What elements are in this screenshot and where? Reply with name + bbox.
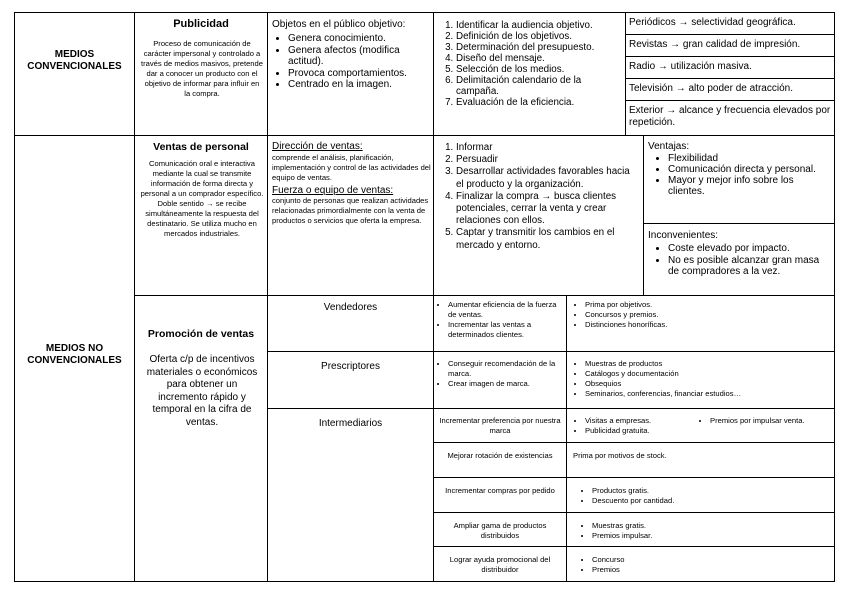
vendedores-label: Vendedores xyxy=(267,295,434,352)
list-item: • Genera afectos (modifica actitud). xyxy=(288,45,429,68)
direccion-ventas-title: Dirección de ventas: xyxy=(272,141,363,152)
intermediarios-objetivo-1: Incrementar preferencia por nuestra marca xyxy=(433,408,567,443)
list-item: • Aumentar eficiencia de la fuerza de ventas. xyxy=(448,300,562,320)
vendedores-objetivos-cell xyxy=(433,295,567,352)
vendedores-tecnicas-cell xyxy=(566,295,835,352)
list-item: 7. Evaluación de la eficiencia. xyxy=(456,97,620,108)
pasos-publicidad-cell xyxy=(433,12,626,136)
publicidad-description: Proceso de comunicación de carácter impersonal y controlado a través de medios masivos, pretende dar a conocer un producto con el objetivo de informar para influir en la compra. xyxy=(141,39,263,98)
promocion-ventas-cell xyxy=(134,295,268,582)
list-item: • No es posible alcanzar gran masa de compradores a la vez. xyxy=(668,255,832,278)
pasos-publicidad-list xyxy=(442,20,620,108)
list-item: • Comunicación directa y personal. xyxy=(668,164,826,175)
intermediarios-objetivo-4: Ampliar gama de productos distribuidos xyxy=(433,512,567,547)
pasos-ventas-list xyxy=(442,142,638,252)
ventajas-title: Ventajas: xyxy=(648,141,690,152)
ventas-personal-title: Ventas de personal xyxy=(153,141,249,153)
list-item: • Prima por objetivos. xyxy=(585,300,825,310)
list-item: • Flexibilidad xyxy=(668,153,826,164)
promocion-ventas-description: Oferta c/p de incentivos materiales o económicos para obtener un incremento rápido y temporal en la cifra de ventas. xyxy=(146,354,258,428)
intermediarios-tecnicas-4 xyxy=(566,512,835,547)
list-item: 2. Definición de los objetivos. xyxy=(456,31,620,42)
ventas-personal-description: Comunicación oral e interactiva mediante la cual se transmite información de forma directa y personal a un comprador específico. Doble sentido → se recibe simultáneamente la respuesta del destinatario. Se utiliza mucho en mercados industriales. xyxy=(140,159,264,238)
objetivos-list xyxy=(274,33,429,91)
fuerza-ventas-title: Fuerza o equipo de ventas: xyxy=(272,184,394,196)
intermediarios-tecnicas-3-list xyxy=(582,486,822,506)
vendedores-objetivos-list xyxy=(438,300,562,340)
list-item: 6. Delimitación calendario de la campaña. xyxy=(456,75,620,97)
list-item: • Crear imagen de marca. xyxy=(448,379,562,389)
pasos-ventas-cell xyxy=(433,135,644,296)
publicidad-cell xyxy=(134,12,268,136)
list-item: 4. Diseño del mensaje. xyxy=(456,53,620,64)
intermediarios-tecnicas-4-list xyxy=(582,521,822,541)
list-item: • Premios xyxy=(592,565,822,575)
intermediarios-label: Intermediarios xyxy=(267,408,434,582)
list-item: 3. Desarrollar actividades favorables hacia el producto y la organización. xyxy=(456,166,638,190)
medios-no-convencionales-label-cell xyxy=(14,135,135,582)
objetivos-cell xyxy=(267,12,434,136)
list-item: • Seminarios, conferencias, financiar estudios… xyxy=(585,389,830,399)
list-item: • Muestras de productos xyxy=(585,359,830,369)
fuerza-ventas-text: conjunto de personas que realizan actividades relacionadas primordialmente con la venta de productos o servicios que oferta la empresa. xyxy=(272,196,429,225)
direccion-ventas-cell xyxy=(267,135,434,296)
list-item: • Centrado en la imagen. xyxy=(288,79,429,91)
list-item: • Muestras gratis. xyxy=(592,521,822,531)
list-item: • Mayor y mejor info sobre los clientes. xyxy=(668,175,826,197)
prescriptores-objetivos-list xyxy=(438,359,562,389)
intermediarios-objetivo-5: Lograr ayuda promocional del distribuidor xyxy=(433,546,567,582)
list-item: 3. Determinación del presupuesto. xyxy=(456,42,620,53)
ventas-personal-cell xyxy=(134,135,268,296)
inconvenientes-cell xyxy=(643,223,835,296)
list-item: • Distinciones honoríficas. xyxy=(585,320,825,330)
list-item: 5. Captar y transmitir los cambios en el mercado y entorno. xyxy=(456,227,638,251)
medio-radio: Radio → utilización masiva. xyxy=(625,56,835,79)
list-item: 2. Persuadir xyxy=(456,154,638,166)
list-item: 4. Finalizar la compra → busca clientes potenciales, cerrar la venta y crear relaciones con ellos. xyxy=(456,191,638,228)
list-item: • Genera conocimiento. xyxy=(288,33,429,45)
medios-no-convencionales-label: MEDIOS NO CONVENCIONALES xyxy=(27,343,122,366)
list-item: 5. Selección de los medios. xyxy=(456,64,620,75)
list-item: • Productos gratis. xyxy=(592,486,822,496)
list-item: • Visitas a empresas. xyxy=(585,416,687,426)
ventajas-list xyxy=(654,153,826,197)
list-item: • Publicidad gratuita. xyxy=(585,426,687,436)
intermediarios-tecnicas-2: Prima por motivos de stock. xyxy=(566,442,835,478)
list-item: • Concursos y premios. xyxy=(585,310,825,320)
intermediarios-tecnicas-5-list xyxy=(582,555,822,575)
intermediarios-tecnicas-1a-list xyxy=(575,416,687,436)
prescriptores-tecnicas-cell xyxy=(566,351,835,409)
intermediarios-objetivo-2: Mejorar rotación de existencias xyxy=(433,442,567,478)
medio-revistas: Revistas → gran calidad de impresión. xyxy=(625,34,835,57)
objetivos-title: Objetos en el público objetivo: xyxy=(272,19,406,30)
list-item: • Provoca comportamientos. xyxy=(288,68,429,80)
medio-television: Televisión → alto poder de atracción. xyxy=(625,78,835,101)
medio-exterior: Exterior → alcance y frecuencia elevados por repetición. xyxy=(625,100,835,136)
ventajas-cell xyxy=(643,135,835,224)
intermediarios-tecnicas-5 xyxy=(566,546,835,582)
intermediarios-objetivo-3: Incrementar compras por pedido xyxy=(433,477,567,513)
list-item: • Descuento por cantidad. xyxy=(592,496,822,506)
vendedores-tecnicas-list xyxy=(575,300,825,330)
inconvenientes-title: Inconvenientes: xyxy=(648,230,719,241)
list-item: 1. Identificar la audiencia objetivo. xyxy=(456,20,620,31)
list-item: • Premios impulsar. xyxy=(592,531,822,541)
list-item: • Catálogos y documentación xyxy=(585,369,830,379)
intermediarios-tecnicas-3 xyxy=(566,477,835,513)
list-item: • Obsequios xyxy=(585,379,830,389)
promocion-ventas-title: Promoción de ventas xyxy=(147,328,255,340)
direccion-ventas-text: comprende el análisis, planificación, implementación y control de las actividades del equipo de ventas. xyxy=(272,152,431,182)
prescriptores-tecnicas-list xyxy=(575,359,830,399)
list-item: • Concurso xyxy=(592,555,822,565)
inconvenientes-list xyxy=(654,243,832,278)
list-item: • Premios por impulsar venta. xyxy=(710,416,828,426)
prescriptores-label: Prescriptores xyxy=(267,351,434,409)
medio-periodicos: Periódicos → selectividad geográfica. xyxy=(625,12,835,35)
prescriptores-objetivos-cell xyxy=(433,351,567,409)
medios-convencionales-label: MEDIOS CONVENCIONALES xyxy=(27,49,122,72)
list-item: • Coste elevado por impacto. xyxy=(668,243,832,255)
intermediarios-tecnicas-1b-list xyxy=(700,416,828,426)
list-item: • Incrementar las ventas a determinados clientes. xyxy=(448,320,562,340)
list-item: • Conseguir recomendación de la marca. xyxy=(448,359,562,379)
medios-convencionales-label-cell xyxy=(14,12,135,136)
list-item: 1. Informar xyxy=(456,142,638,154)
intermediarios-tecnicas-1 xyxy=(566,408,835,443)
publicidad-title: Publicidad xyxy=(173,18,229,30)
